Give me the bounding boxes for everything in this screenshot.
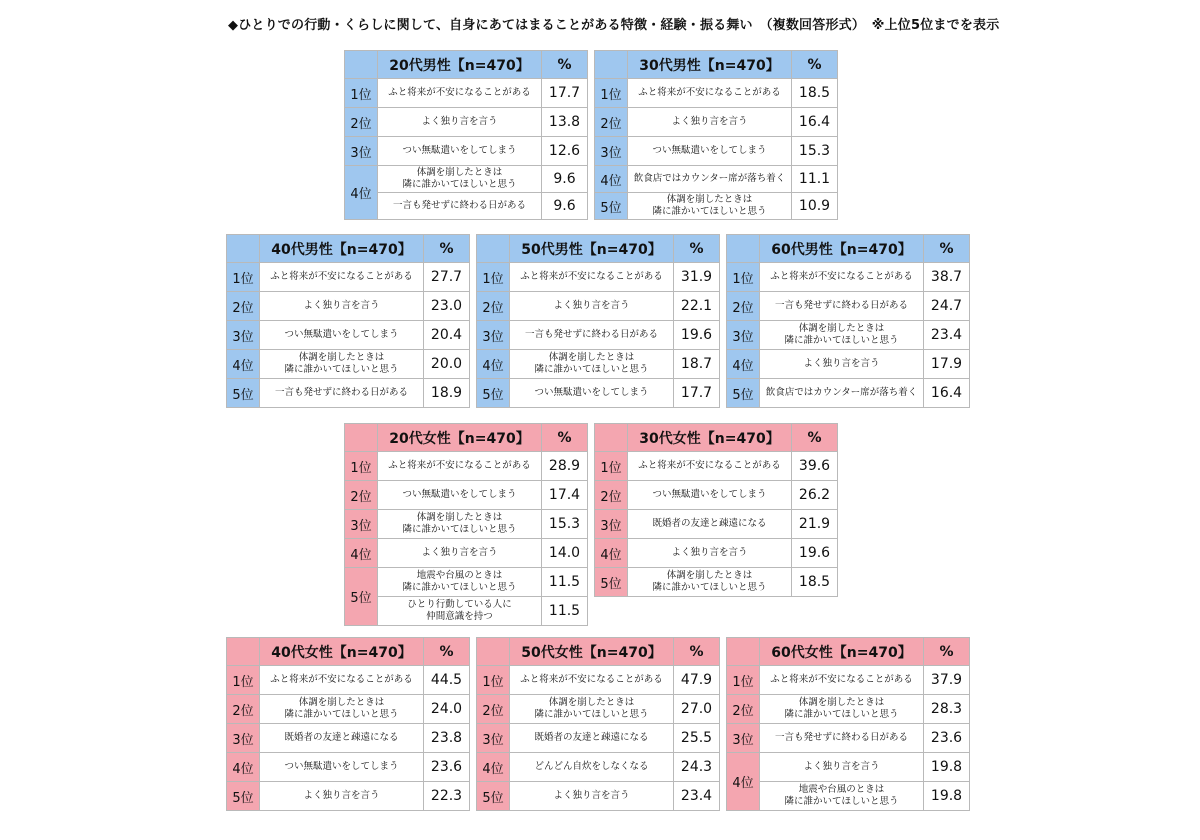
rank-cell: 4位 bbox=[227, 350, 260, 379]
item-cell: ふと将来が不安になることがある bbox=[378, 452, 542, 481]
value-cell: 23.4 bbox=[674, 782, 720, 811]
item-cell: 既婚者の友達と疎遠になる bbox=[260, 724, 424, 753]
unit-header: % bbox=[792, 424, 838, 452]
unit-header: % bbox=[924, 638, 970, 666]
rank-cell: 2位 bbox=[227, 695, 260, 724]
item-cell: 既婚者の友達と疎遠になる bbox=[628, 510, 792, 539]
table-row bbox=[345, 108, 588, 137]
value-cell: 17.9 bbox=[924, 350, 970, 379]
rank-cell: 5位 bbox=[227, 379, 260, 408]
table-header: 40代男性【n=470】 bbox=[260, 235, 424, 263]
value-cell: 19.8 bbox=[924, 753, 970, 782]
item-cell: つい無駄遣いをしてしまう bbox=[378, 137, 542, 166]
value-cell: 23.4 bbox=[924, 321, 970, 350]
item-cell: ひとり行動している人に 仲間意識を持つ bbox=[378, 597, 542, 626]
rank-cell: 3位 bbox=[595, 510, 628, 539]
rank-cell: 1位 bbox=[595, 79, 628, 108]
rank-cell: 2位 bbox=[595, 108, 628, 137]
value-cell: 22.1 bbox=[674, 292, 720, 321]
value-cell: 14.0 bbox=[542, 539, 588, 568]
table-row bbox=[727, 379, 970, 408]
corner-cell bbox=[595, 424, 628, 452]
table-row bbox=[477, 695, 720, 724]
rank-cell: 3位 bbox=[227, 724, 260, 753]
table-row bbox=[345, 597, 588, 626]
unit-header: % bbox=[792, 51, 838, 79]
value-cell: 11.5 bbox=[542, 597, 588, 626]
value-cell: 17.4 bbox=[542, 481, 588, 510]
rank-cell: 2位 bbox=[727, 695, 760, 724]
rank-cell: 2位 bbox=[227, 292, 260, 321]
table-row bbox=[345, 568, 588, 597]
table-row bbox=[227, 321, 470, 350]
rank-cell: 1位 bbox=[477, 263, 510, 292]
table-header: 60代女性【n=470】 bbox=[760, 638, 924, 666]
item-cell: よく独り言を言う bbox=[510, 292, 674, 321]
item-cell: つい無駄遣いをしてしまう bbox=[260, 321, 424, 350]
rank-cell: 2位 bbox=[477, 695, 510, 724]
ranking-table-10 bbox=[726, 637, 970, 811]
value-cell: 19.8 bbox=[924, 782, 970, 811]
table-row bbox=[477, 724, 720, 753]
value-cell: 24.7 bbox=[924, 292, 970, 321]
table-row bbox=[345, 193, 588, 220]
rank-cell: 1位 bbox=[345, 79, 378, 108]
table-row bbox=[227, 753, 470, 782]
item-cell: 既婚者の友達と疎遠になる bbox=[510, 724, 674, 753]
item-cell: 一言も発せずに終わる日がある bbox=[760, 292, 924, 321]
rank-cell: 1位 bbox=[595, 452, 628, 481]
table-row bbox=[345, 481, 588, 510]
value-cell: 23.0 bbox=[424, 292, 470, 321]
ranking-table-8 bbox=[226, 637, 470, 811]
rank-cell: 4位 bbox=[345, 539, 378, 568]
corner-cell bbox=[595, 51, 628, 79]
value-cell: 15.3 bbox=[792, 137, 838, 166]
item-cell: ふと将来が不安になることがある bbox=[510, 666, 674, 695]
rank-cell: 4位 bbox=[727, 350, 760, 379]
rank-cell: 3位 bbox=[727, 724, 760, 753]
item-cell: 一言も発せずに終わる日がある bbox=[260, 379, 424, 408]
item-cell: 体調を崩したときは 隣に誰かいてほしいと思う bbox=[628, 568, 792, 597]
item-cell: ふと将来が不安になることがある bbox=[760, 666, 924, 695]
table-row bbox=[345, 452, 588, 481]
table-row bbox=[227, 292, 470, 321]
item-cell: つい無駄遣いをしてしまう bbox=[628, 481, 792, 510]
table-row bbox=[345, 539, 588, 568]
item-cell: よく独り言を言う bbox=[628, 108, 792, 137]
table-header: 20代女性【n=470】 bbox=[378, 424, 542, 452]
rank-cell: 5位 bbox=[727, 379, 760, 408]
rank-cell: 5位 bbox=[595, 568, 628, 597]
rank-cell: 2位 bbox=[477, 292, 510, 321]
table-row bbox=[595, 79, 838, 108]
rank-cell: 4位 bbox=[227, 753, 260, 782]
rank-cell: 2位 bbox=[345, 481, 378, 510]
value-cell: 20.0 bbox=[424, 350, 470, 379]
value-cell: 12.6 bbox=[542, 137, 588, 166]
table-row bbox=[727, 753, 970, 782]
rank-cell: 1位 bbox=[227, 666, 260, 695]
rank-cell: 4位 bbox=[595, 166, 628, 193]
rank-cell: 4位 bbox=[477, 753, 510, 782]
value-cell: 11.1 bbox=[792, 166, 838, 193]
value-cell: 18.5 bbox=[792, 79, 838, 108]
table-row bbox=[227, 695, 470, 724]
table-row bbox=[477, 350, 720, 379]
ranking-table-4 bbox=[476, 234, 720, 408]
item-cell: ふと将来が不安になることがある bbox=[378, 79, 542, 108]
ranking-table-9 bbox=[476, 637, 720, 811]
ranking-table-6 bbox=[344, 423, 588, 626]
rank-cell: 4位 bbox=[477, 350, 510, 379]
table-row bbox=[227, 724, 470, 753]
value-cell: 23.6 bbox=[924, 724, 970, 753]
table-row bbox=[727, 782, 970, 811]
item-cell: よく独り言を言う bbox=[378, 108, 542, 137]
table-row bbox=[477, 782, 720, 811]
ranking-table-5 bbox=[726, 234, 970, 408]
ranking-table-7 bbox=[594, 423, 838, 597]
ranking-table-2 bbox=[594, 50, 838, 220]
value-cell: 39.6 bbox=[792, 452, 838, 481]
item-cell: 一言も発せずに終わる日がある bbox=[760, 724, 924, 753]
rank-cell: 1位 bbox=[477, 666, 510, 695]
item-cell: よく独り言を言う bbox=[760, 753, 924, 782]
value-cell: 9.6 bbox=[542, 166, 588, 193]
rank-cell: 3位 bbox=[727, 321, 760, 350]
unit-header: % bbox=[924, 235, 970, 263]
item-cell: つい無駄遣いをしてしまう bbox=[510, 379, 674, 408]
table-row bbox=[595, 510, 838, 539]
value-cell: 38.7 bbox=[924, 263, 970, 292]
table-row bbox=[477, 263, 720, 292]
value-cell: 11.5 bbox=[542, 568, 588, 597]
unit-header: % bbox=[542, 51, 588, 79]
item-cell: つい無駄遣いをしてしまう bbox=[628, 137, 792, 166]
item-cell: よく独り言を言う bbox=[260, 782, 424, 811]
chart-title: ◆ひとりでの行動・くらしに関して、自身にあてはまることがある特徴・経験・振る舞い （複数回答形式） ※上位5位までを表示 bbox=[228, 18, 1000, 33]
table-row bbox=[595, 108, 838, 137]
item-cell: 地震や台風のときは 隣に誰かいてほしいと思う bbox=[760, 782, 924, 811]
rank-cell: 1位 bbox=[727, 666, 760, 695]
table-header: 30代男性【n=470】 bbox=[628, 51, 792, 79]
table-row bbox=[595, 481, 838, 510]
table-row bbox=[477, 292, 720, 321]
corner-cell bbox=[345, 51, 378, 79]
value-cell: 18.7 bbox=[674, 350, 720, 379]
item-cell: 一言も発せずに終わる日がある bbox=[510, 321, 674, 350]
value-cell: 28.3 bbox=[924, 695, 970, 724]
item-cell: つい無駄遣いをしてしまう bbox=[378, 481, 542, 510]
table-row bbox=[345, 510, 588, 539]
corner-cell bbox=[477, 638, 510, 666]
item-cell: つい無駄遣いをしてしまう bbox=[260, 753, 424, 782]
table-row bbox=[227, 379, 470, 408]
unit-header: % bbox=[424, 235, 470, 263]
item-cell: ふと将来が不安になることがある bbox=[260, 666, 424, 695]
value-cell: 16.4 bbox=[792, 108, 838, 137]
item-cell: 体調を崩したときは 隣に誰かいてほしいと思う bbox=[510, 695, 674, 724]
table-row bbox=[595, 137, 838, 166]
item-cell: 飲食店ではカウンター席が落ち着く bbox=[760, 379, 924, 408]
value-cell: 27.0 bbox=[674, 695, 720, 724]
item-cell: 体調を崩したときは 隣に誰かいてほしいと思う bbox=[760, 695, 924, 724]
table-row bbox=[477, 321, 720, 350]
table-row bbox=[595, 568, 838, 597]
unit-header: % bbox=[674, 638, 720, 666]
item-cell: よく独り言を言う bbox=[378, 539, 542, 568]
corner-cell bbox=[727, 638, 760, 666]
rank-cell: 5位 bbox=[477, 782, 510, 811]
item-cell: ふと将来が不安になることがある bbox=[260, 263, 424, 292]
table-row bbox=[727, 292, 970, 321]
rank-cell: 5位 bbox=[477, 379, 510, 408]
value-cell: 23.8 bbox=[424, 724, 470, 753]
value-cell: 22.3 bbox=[424, 782, 470, 811]
value-cell: 37.9 bbox=[924, 666, 970, 695]
table-row bbox=[727, 666, 970, 695]
item-cell: どんどん自炊をしなくなる bbox=[510, 753, 674, 782]
item-cell: 体調を崩したときは 隣に誰かいてほしいと思う bbox=[510, 350, 674, 379]
value-cell: 25.5 bbox=[674, 724, 720, 753]
value-cell: 18.5 bbox=[792, 568, 838, 597]
rank-cell: 3位 bbox=[477, 321, 510, 350]
item-cell: よく独り言を言う bbox=[260, 292, 424, 321]
table-row bbox=[595, 166, 838, 193]
value-cell: 16.4 bbox=[924, 379, 970, 408]
item-cell: 体調を崩したときは 隣に誰かいてほしいと思う bbox=[260, 350, 424, 379]
value-cell: 47.9 bbox=[674, 666, 720, 695]
rank-cell: 2位 bbox=[595, 481, 628, 510]
item-cell: ふと将来が不安になることがある bbox=[760, 263, 924, 292]
value-cell: 13.8 bbox=[542, 108, 588, 137]
item-cell: ふと将来が不安になることがある bbox=[628, 79, 792, 108]
item-cell: 体調を崩したときは 隣に誰かいてほしいと思う bbox=[378, 510, 542, 539]
rank-cell: 3位 bbox=[595, 137, 628, 166]
table-row bbox=[345, 137, 588, 166]
table-row bbox=[595, 539, 838, 568]
item-cell: よく独り言を言う bbox=[510, 782, 674, 811]
item-cell: よく独り言を言う bbox=[760, 350, 924, 379]
rank-cell: 3位 bbox=[345, 137, 378, 166]
item-cell: 地震や台風のときは 隣に誰かいてほしいと思う bbox=[378, 568, 542, 597]
table-row bbox=[727, 263, 970, 292]
unit-header: % bbox=[424, 638, 470, 666]
item-cell: 体調を崩したときは 隣に誰かいてほしいと思う bbox=[378, 166, 542, 193]
value-cell: 31.9 bbox=[674, 263, 720, 292]
item-cell: よく独り言を言う bbox=[628, 539, 792, 568]
value-cell: 24.0 bbox=[424, 695, 470, 724]
rank-cell: 5位 bbox=[595, 193, 628, 220]
corner-cell bbox=[345, 424, 378, 452]
table-row bbox=[227, 782, 470, 811]
corner-cell bbox=[477, 235, 510, 263]
table-header: 40代女性【n=470】 bbox=[260, 638, 424, 666]
value-cell: 20.4 bbox=[424, 321, 470, 350]
rank-cell: 4位 bbox=[595, 539, 628, 568]
table-row bbox=[727, 350, 970, 379]
value-cell: 18.9 bbox=[424, 379, 470, 408]
item-cell: 体調を崩したときは 隣に誰かいてほしいと思う bbox=[628, 193, 792, 220]
ranking-table-1 bbox=[344, 50, 588, 220]
item-cell: 体調を崩したときは 隣に誰かいてほしいと思う bbox=[760, 321, 924, 350]
rank-cell: 3位 bbox=[345, 510, 378, 539]
table-header: 20代男性【n=470】 bbox=[378, 51, 542, 79]
value-cell: 17.7 bbox=[674, 379, 720, 408]
value-cell: 19.6 bbox=[792, 539, 838, 568]
table-header: 50代男性【n=470】 bbox=[510, 235, 674, 263]
item-cell: ふと将来が不安になることがある bbox=[510, 263, 674, 292]
table-row bbox=[595, 193, 838, 220]
value-cell: 19.6 bbox=[674, 321, 720, 350]
table-row bbox=[227, 666, 470, 695]
value-cell: 23.6 bbox=[424, 753, 470, 782]
corner-cell bbox=[227, 638, 260, 666]
rank-cell: 2位 bbox=[345, 108, 378, 137]
rank-cell: 2位 bbox=[727, 292, 760, 321]
rank-cell: 1位 bbox=[345, 452, 378, 481]
value-cell: 27.7 bbox=[424, 263, 470, 292]
rank-cell: 1位 bbox=[727, 263, 760, 292]
item-cell: 一言も発せずに終わる日がある bbox=[378, 193, 542, 220]
corner-cell bbox=[727, 235, 760, 263]
rank-cell: 1位 bbox=[227, 263, 260, 292]
table-row bbox=[345, 79, 588, 108]
table-row bbox=[477, 379, 720, 408]
rank-cell: 3位 bbox=[227, 321, 260, 350]
unit-header: % bbox=[542, 424, 588, 452]
table-row bbox=[727, 724, 970, 753]
rank-cell: 4位 bbox=[345, 166, 378, 220]
value-cell: 24.3 bbox=[674, 753, 720, 782]
rank-cell: 5位 bbox=[227, 782, 260, 811]
table-row bbox=[345, 166, 588, 193]
value-cell: 26.2 bbox=[792, 481, 838, 510]
table-row bbox=[477, 753, 720, 782]
value-cell: 10.9 bbox=[792, 193, 838, 220]
value-cell: 9.6 bbox=[542, 193, 588, 220]
table-row bbox=[727, 695, 970, 724]
unit-header: % bbox=[674, 235, 720, 263]
value-cell: 15.3 bbox=[542, 510, 588, 539]
table-row bbox=[595, 452, 838, 481]
ranking-table-3 bbox=[226, 234, 470, 408]
rank-cell: 3位 bbox=[477, 724, 510, 753]
table-header: 50代女性【n=470】 bbox=[510, 638, 674, 666]
item-cell: ふと将来が不安になることがある bbox=[628, 452, 792, 481]
table-header: 30代女性【n=470】 bbox=[628, 424, 792, 452]
value-cell: 28.9 bbox=[542, 452, 588, 481]
corner-cell bbox=[227, 235, 260, 263]
rank-cell: 5位 bbox=[345, 568, 378, 626]
table-row bbox=[227, 350, 470, 379]
rank-cell: 4位 bbox=[727, 753, 760, 811]
value-cell: 21.9 bbox=[792, 510, 838, 539]
item-cell: 飲食店ではカウンター席が落ち着く bbox=[628, 166, 792, 193]
table-header: 60代男性【n=470】 bbox=[760, 235, 924, 263]
table-row bbox=[727, 321, 970, 350]
item-cell: 体調を崩したときは 隣に誰かいてほしいと思う bbox=[260, 695, 424, 724]
table-row bbox=[477, 666, 720, 695]
table-row bbox=[227, 263, 470, 292]
value-cell: 44.5 bbox=[424, 666, 470, 695]
value-cell: 17.7 bbox=[542, 79, 588, 108]
